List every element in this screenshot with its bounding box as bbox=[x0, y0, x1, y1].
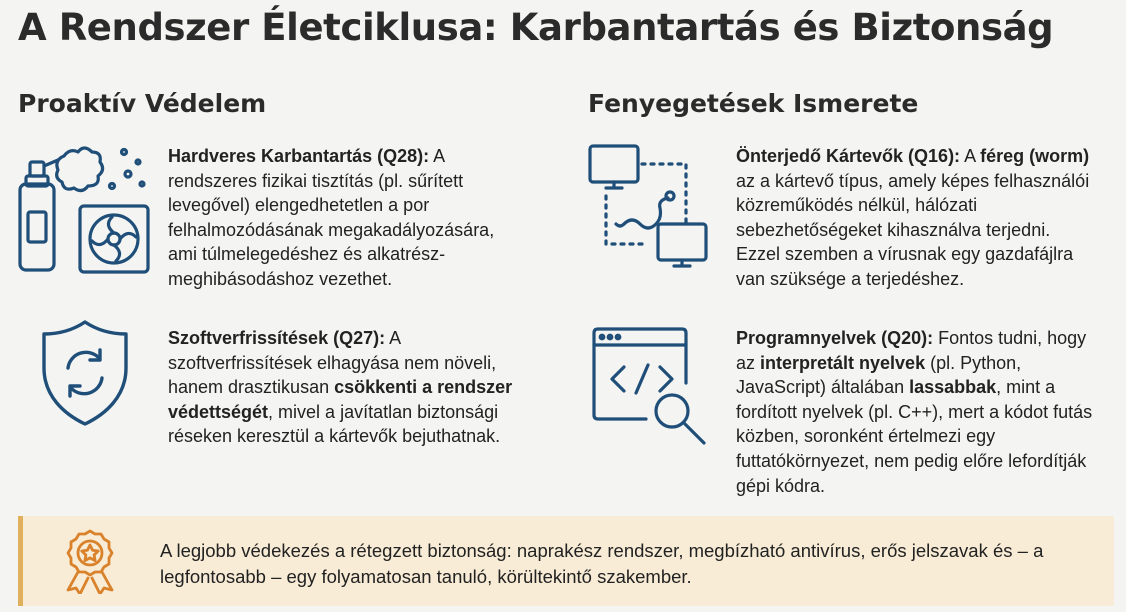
self-spreading-malware-item bbox=[736, 144, 1096, 292]
item-text: , mivel a javítatlan biztonsági réseken keresztül a kártevők bejuthatnak. bbox=[168, 401, 501, 447]
item-text: az a kártevő típus, amely képes felhasználói közreműködés nélkül, hálózati sebezhetőségeket kihasználva terjedni. Ezzel szemben a vírusnak egy gazdafájlra van szüksége a terjedéshez. bbox=[736, 170, 1090, 289]
item-title: Szoftverfrissítések (Q27): bbox=[168, 328, 386, 348]
item-text: , mint a fordított nyelvek (pl. C++), mert a kódot futás közben, soronként értelmezi egy futtatókörnyezet, nem pedig előre lefordítják gépi kódra. bbox=[736, 377, 1093, 496]
item-title: Hardveres Karbantartás (Q28): bbox=[168, 146, 430, 166]
item-text: Fontos tudni, hogy az bbox=[736, 328, 1087, 373]
network-worm-icon bbox=[586, 140, 716, 280]
air-duster-and-fan-icon bbox=[16, 140, 156, 275]
item-text: (pl. Python, JavaScript) általában bbox=[736, 352, 1022, 398]
item-emphasis: féreg (worm) bbox=[980, 146, 1090, 166]
item-text: A rendszeres fizikai tisztítás (pl. sűrített levegővel) elengedhetetlen a por felhalmozódásának megakadályozására, ami túlmelegedéshez és alkatrész-meghibásodáshoz vezethet. bbox=[168, 146, 495, 289]
page-title: A Rendszer Életciklusa: Karbantartás és Biztonság bbox=[18, 6, 1054, 49]
item-emphasis: interpretált nyelvek bbox=[760, 352, 926, 373]
item-emphasis: csökkenti a rendszer védettségét bbox=[168, 377, 513, 422]
tip-text: A legjobb védekezés a rétegzett biztonság: naprakész rendszer, megbízható antivírus, erős jelszavak és – a legfontosabb – egy folyamatosan tanuló, körültekintő szakember. bbox=[160, 540, 1044, 587]
left-column-heading: Proaktív Védelem bbox=[18, 89, 267, 118]
item-text: A bbox=[960, 146, 981, 166]
programming-languages-item bbox=[736, 326, 1106, 498]
shield-refresh-icon bbox=[40, 318, 130, 428]
item-text: A szoftverfrissítések elhagyása nem növeli, hanem drasztikusan bbox=[168, 328, 497, 398]
code-window-magnifier-icon bbox=[590, 325, 715, 450]
item-emphasis: lassabbak bbox=[909, 377, 997, 398]
software-updates-item bbox=[168, 326, 543, 449]
award-ribbon-icon bbox=[60, 528, 120, 594]
right-column-heading: Fenyegetések Ismerete bbox=[588, 89, 919, 118]
item-title: Programnyelvek (Q20): bbox=[736, 328, 934, 348]
hardware-maintenance-item bbox=[168, 144, 523, 292]
item-title: Önterjedő Kártevők (Q16): bbox=[736, 146, 961, 166]
